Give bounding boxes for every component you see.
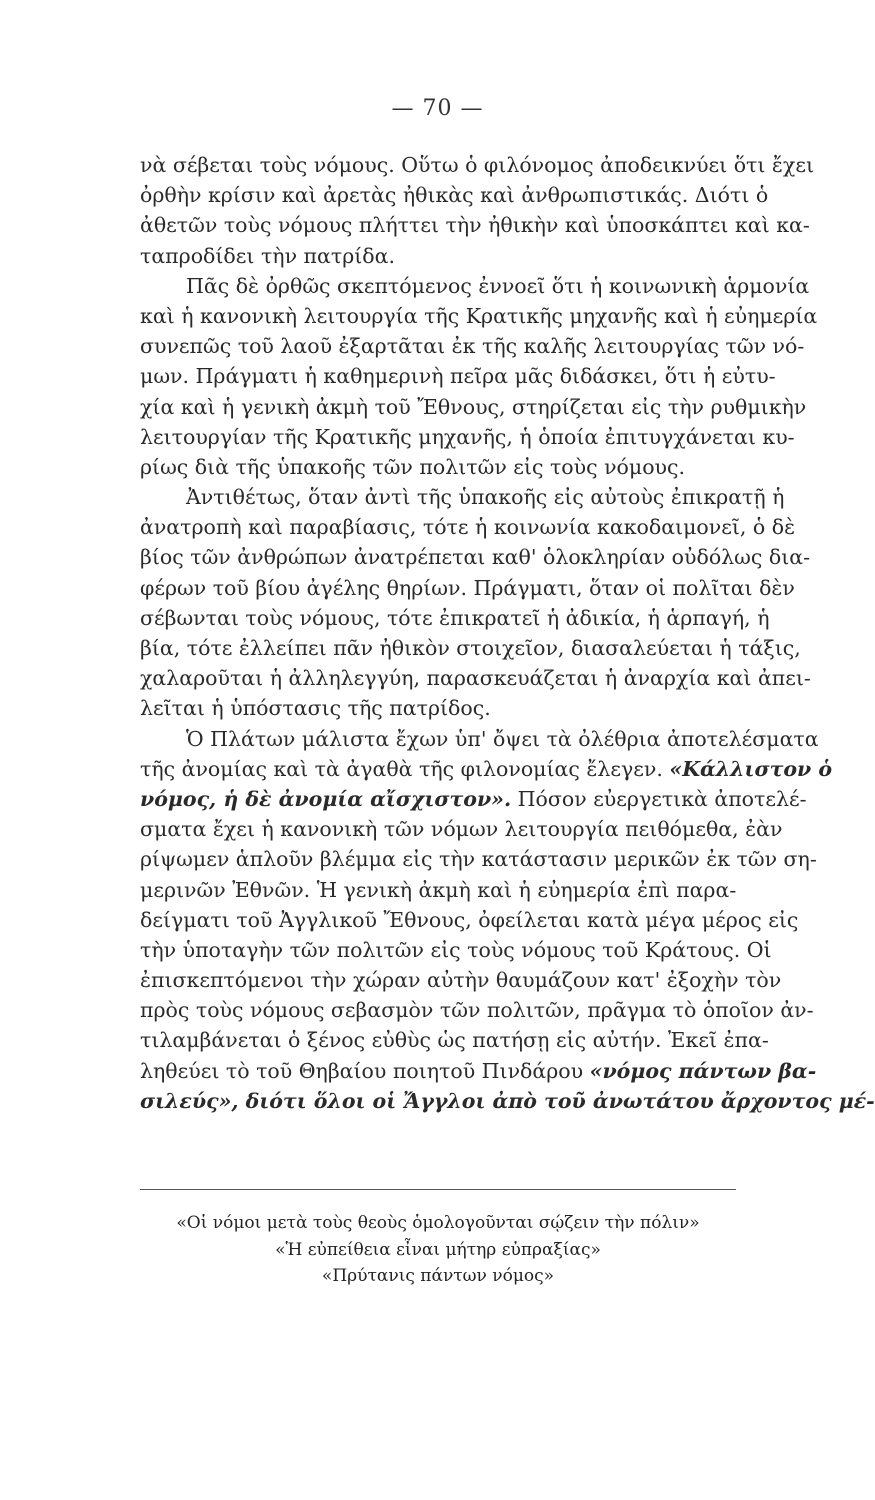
- text-line: βίος τῶν ἀνθρώπων ἀνατρέπεται καθ' ὁλοκληρίαν οὐδόλως δια-: [140, 545, 811, 570]
- text-line: φέρων τοῦ βίου ἀγέλης θηρίων. Πράγματι, ὅταν οἱ πολῖται δὲν: [140, 575, 795, 600]
- text-line: ρίως διὰ τῆς ὑπακοῆς τῶν πολιτῶν εἰς τοὺς νόμους.: [140, 454, 686, 479]
- text-line: τιλαμβάνεται ὁ ξένος εὐθὺς ὡς πατήσῃ εἰς αὐτήν. Ἐκεῖ ἐπα-: [140, 1028, 769, 1053]
- quote-basileus: σιλεύς», διότι ὅλοι οἱ Ἄγγλοι ἀπὸ τοῦ ἀνωτάτου ἄρχοντος μέ-: [140, 1088, 875, 1113]
- text-line: συνεπῶς τοῦ λαοῦ ἐξαρτᾶται ἐκ τῆς καλῆς λειτουργίας τῶν νό-: [140, 334, 805, 359]
- text-line: ἀνατροπὴ καὶ παραβίασις, τότε ἡ κοινωνία κακοδαιμονεῖ, ὁ δὲ: [140, 515, 796, 540]
- footnote-divider: [140, 1189, 736, 1190]
- text-line: Ἀντιθέτως, ὅταν ἀντὶ τῆς ὑπακοῆς εἰς αὐτοὺς ἐπικρατῇ ἡ: [186, 485, 785, 510]
- page-number: — 70 —: [391, 96, 484, 121]
- footnote: «Ἡ εὐπείθεια εἶναι μήτηρ εὐπραξίας»: [275, 1239, 601, 1260]
- text-line: [140, 1086, 875, 1116]
- text-line: χαλαροῦται ἡ ἀλληλεγγύη, παρασκευάζεται ἡ ἀναρχία καὶ ἀπει-: [140, 666, 811, 691]
- text-line: [140, 1056, 817, 1086]
- text-line: ταπροδίδει τὴν πατρίδα.: [140, 243, 395, 268]
- text-line: σέβωνται τοὺς νόμους, τότε ἐπικρατεῖ ἡ ἀδικία, ἡ ἁρπαγή, ἡ: [140, 605, 770, 630]
- text-line: Ὁ Πλάτων μάλιστα ἔχων ὑπ' ὄψει τὰ ὀλέθρια ἀποτελέσματα: [186, 726, 819, 751]
- text-segment: τῆς ἀνομίας καὶ τὰ ἀγαθὰ τῆς φιλονομίας ἔλεγεν.: [140, 756, 663, 781]
- text-segment: Πόσον εὐεργετικὰ ἀποτελέ-: [517, 786, 807, 811]
- text-line: [140, 754, 833, 784]
- text-line: λεῖται ἡ ὑπόστασις τῆς πατρίδος.: [140, 696, 491, 721]
- text-line: ἐπισκεπτόμενοι τὴν χώραν αὐτὴν θαυμάζουν κατ' ἐξοχὴν τὸν: [140, 968, 782, 993]
- quote-anomia: νόμος, ἡ δὲ ἀνομία αἴσχιστον».: [140, 786, 512, 811]
- text-line: λειτουργίαν τῆς Κρατικῆς μηχανῆς, ἡ ὁποία ἐπιτυγχάνεται κυ-: [140, 424, 795, 449]
- text-line: [140, 784, 807, 814]
- text-line: ἀθετῶν τοὺς νόμους πλήττει τὴν ἠθικὴν καὶ ὑποσκάπτει καὶ κα-: [140, 213, 810, 238]
- quote-kallistos: «Κάλλιστον ὁ: [669, 756, 833, 781]
- body-text: [140, 150, 875, 1116]
- quote-nomos: «νόμος πάντων βα-: [589, 1058, 817, 1083]
- text-line: Πᾶς δὲ ὀρθῶς σκεπτόμενος ἐννοεῖ ὅτι ἡ κοινωνικὴ ἁρμονία: [186, 273, 810, 298]
- text-line: ὀρθὴν κρίσιν καὶ ἀρετὰς ἠθικὰς καὶ ἀνθρωπιστικάς. Διότι ὁ: [140, 183, 769, 208]
- text-line: χία καὶ ἡ γενικὴ ἀκμὴ τοῦ Ἔθνους, στηρίζεται εἰς τὴν ρυθμικὴν: [140, 394, 807, 419]
- text-line: δείγματι τοῦ Ἀγγλικοῦ Ἔθνους, ὀφείλεται κατὰ μέγα μέρος εἰς: [140, 907, 799, 932]
- footnote: «Οἱ νόμοι μετὰ τοὺς θεοὺς ὁμολογοῦνται σῴζειν τὴν πόλιν»: [176, 1213, 700, 1233]
- text-line: ρίψωμεν ἁπλοῦν βλέμμα εἰς τὴν κατάστασιν μερικῶν ἐκ τῶν ση-: [140, 847, 817, 872]
- text-line: καὶ ἡ κανονικὴ λειτουργία τῆς Κρατικῆς μηχανῆς καὶ ἡ εὐημερία: [140, 303, 818, 328]
- text-line: μων. Πράγματι ἡ καθημερινὴ πεῖρα μᾶς διδάσκει, ὅτι ἡ εὐτυ-: [140, 364, 776, 389]
- text-line: βία, τότε ἐλλείπει πᾶν ἠθικὸν στοιχεῖον, διασαλεύεται ἡ τάξις,: [140, 636, 801, 660]
- text-line: νὰ σέβεται τοὺς νόμους. Οὕτω ὁ φιλόνομος ἀποδεικνύει ὅτι ἔχει: [140, 153, 815, 177]
- text-line: τὴν ὑποταγὴν τῶν πολιτῶν εἰς τοὺς νόμους τοῦ Κράτους. Οἱ: [140, 937, 772, 962]
- text-line: μερινῶν Ἐθνῶν. Ἡ γενικὴ ἀκμὴ καὶ ἡ εὐημερία ἐπὶ παρα-: [140, 877, 737, 902]
- footnotes: [140, 1210, 736, 1290]
- text-segment: ληθεύει τὸ τοῦ Θηβαίου ποιητοῦ Πινδάρου: [140, 1058, 584, 1083]
- text-line: σματα ἔχει ἡ κανονικὴ τῶν νόμων λειτουργία πειθόμεθα, ἐὰν: [140, 817, 783, 842]
- footnote: «Πρύτανις πάντων νόμος»: [321, 1266, 555, 1286]
- text-line: πρὸς τοὺς νόμους σεβασμὸν τῶν πολιτῶν, πρᾶγμα τὸ ὁποῖον ἀν-: [140, 998, 814, 1023]
